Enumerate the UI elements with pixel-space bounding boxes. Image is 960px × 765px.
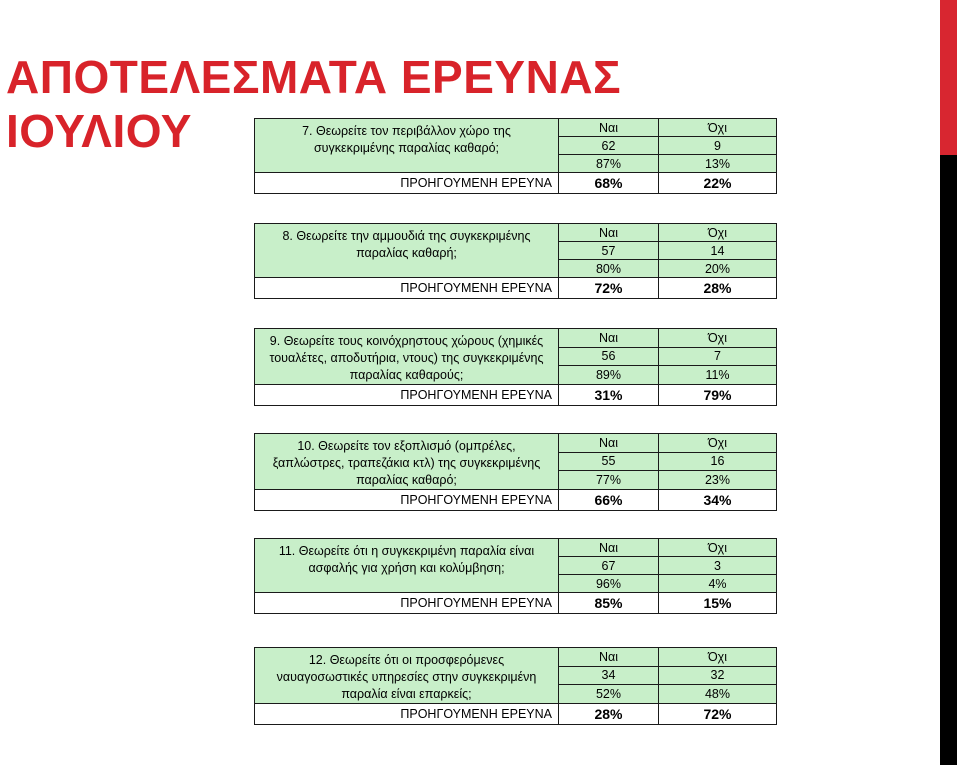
previous-yes: 68% [559,173,659,194]
previous-survey-row [255,278,777,299]
yes-header: Ναι [559,224,659,242]
previous-no: 72% [659,704,777,725]
yes-count: 34 [559,666,659,685]
previous-no: 79% [659,385,777,406]
yes-percent: 96% [559,575,659,593]
yes-percent: 77% [559,471,659,490]
accent-bar-black [940,155,957,765]
no-percent: 48% [659,685,777,704]
no-count: 32 [659,666,777,685]
no-count: 7 [659,347,777,366]
question-text: 12. Θεωρείτε ότι οι προσφερόμενες ναυαγοσωστικές υπηρεσίες στην συγκεκριμένη παραλία είναι επαρκείς; [255,648,559,704]
previous-yes: 31% [559,385,659,406]
question-text: 11. Θεωρείτε ότι η συγκεκριμένη παραλία είναι ασφαλής για χρήση και κολύμβηση; [255,539,559,593]
question-table-12 [254,647,777,725]
previous-survey-label: ΠΡΟΗΓΟΥΜΕΝΗ ΕΡΕΥΝΑ [255,278,559,299]
accent-bar-red [940,0,957,155]
header-row [255,434,777,453]
header-row [255,119,777,137]
previous-survey-row [255,490,777,511]
no-header: Όχι [659,329,777,348]
previous-survey-row [255,593,777,614]
question-table-11 [254,538,777,614]
question-text: 8. Θεωρείτε την αμμουδιά της συγκεκριμένης παραλίας καθαρή; [255,224,559,278]
question-text: 9. Θεωρείτε τους κοινόχρηστους χώρους (χημικές τουαλέτες, αποδυτήρια, ντους) της συγκεκριμένης παραλίας καθαρούς; [255,329,559,385]
no-percent: 20% [659,260,777,278]
header-row [255,329,777,348]
yes-count: 62 [559,137,659,155]
question-table-7 [254,118,777,194]
question-text: 7. Θεωρείτε τον περιβάλλον χώρο της συγκεκριμένης παραλίας καθαρό; [255,119,559,173]
no-count: 9 [659,137,777,155]
previous-survey-label: ΠΡΟΗΓΟΥΜΕΝΗ ΕΡΕΥΝΑ [255,173,559,194]
yes-percent: 80% [559,260,659,278]
header-row [255,648,777,667]
no-count: 3 [659,557,777,575]
yes-percent: 52% [559,685,659,704]
question-table-8 [254,223,777,299]
no-count: 14 [659,242,777,260]
no-header: Όχι [659,119,777,137]
yes-header: Ναι [559,539,659,557]
previous-survey-label: ΠΡΟΗΓΟΥΜΕΝΗ ΕΡΕΥΝΑ [255,704,559,725]
yes-count: 67 [559,557,659,575]
no-percent: 11% [659,366,777,385]
previous-no: 28% [659,278,777,299]
yes-percent: 89% [559,366,659,385]
previous-survey-row [255,173,777,194]
previous-no: 34% [659,490,777,511]
previous-yes: 28% [559,704,659,725]
no-count: 16 [659,452,777,471]
previous-no: 22% [659,173,777,194]
no-header: Όχι [659,648,777,667]
yes-header: Ναι [559,329,659,348]
yes-header: Ναι [559,434,659,453]
yes-percent: 87% [559,155,659,173]
previous-survey-label: ΠΡΟΗΓΟΥΜΕΝΗ ΕΡΕΥΝΑ [255,593,559,614]
previous-yes: 85% [559,593,659,614]
yes-header: Ναι [559,648,659,667]
yes-count: 55 [559,452,659,471]
previous-survey-row [255,704,777,725]
no-header: Όχι [659,434,777,453]
no-percent: 23% [659,471,777,490]
question-table-9 [254,328,777,406]
header-row [255,539,777,557]
question-text: 10. Θεωρείτε τον εξοπλισμό (ομπρέλες, ξαπλώστρες, τραπεζάκια κτλ) της συγκεκριμένης παραλίας καθαρό; [255,434,559,490]
no-header: Όχι [659,224,777,242]
previous-yes: 66% [559,490,659,511]
previous-survey-row [255,385,777,406]
no-percent: 4% [659,575,777,593]
header-row [255,224,777,242]
yes-count: 57 [559,242,659,260]
no-percent: 13% [659,155,777,173]
no-header: Όχι [659,539,777,557]
previous-no: 15% [659,593,777,614]
yes-count: 56 [559,347,659,366]
previous-survey-label: ΠΡΟΗΓΟΥΜΕΝΗ ΕΡΕΥΝΑ [255,385,559,406]
yes-header: Ναι [559,119,659,137]
previous-survey-label: ΠΡΟΗΓΟΥΜΕΝΗ ΕΡΕΥΝΑ [255,490,559,511]
previous-yes: 72% [559,278,659,299]
page-title-line1: ΑΠΟΤΕΛΕΣΜΑΤΑ ΕΡΕΥΝΑΣ [6,51,622,103]
question-table-10 [254,433,777,511]
page-title-line2: ΙΟΥΛΙΟΥ [6,105,192,157]
